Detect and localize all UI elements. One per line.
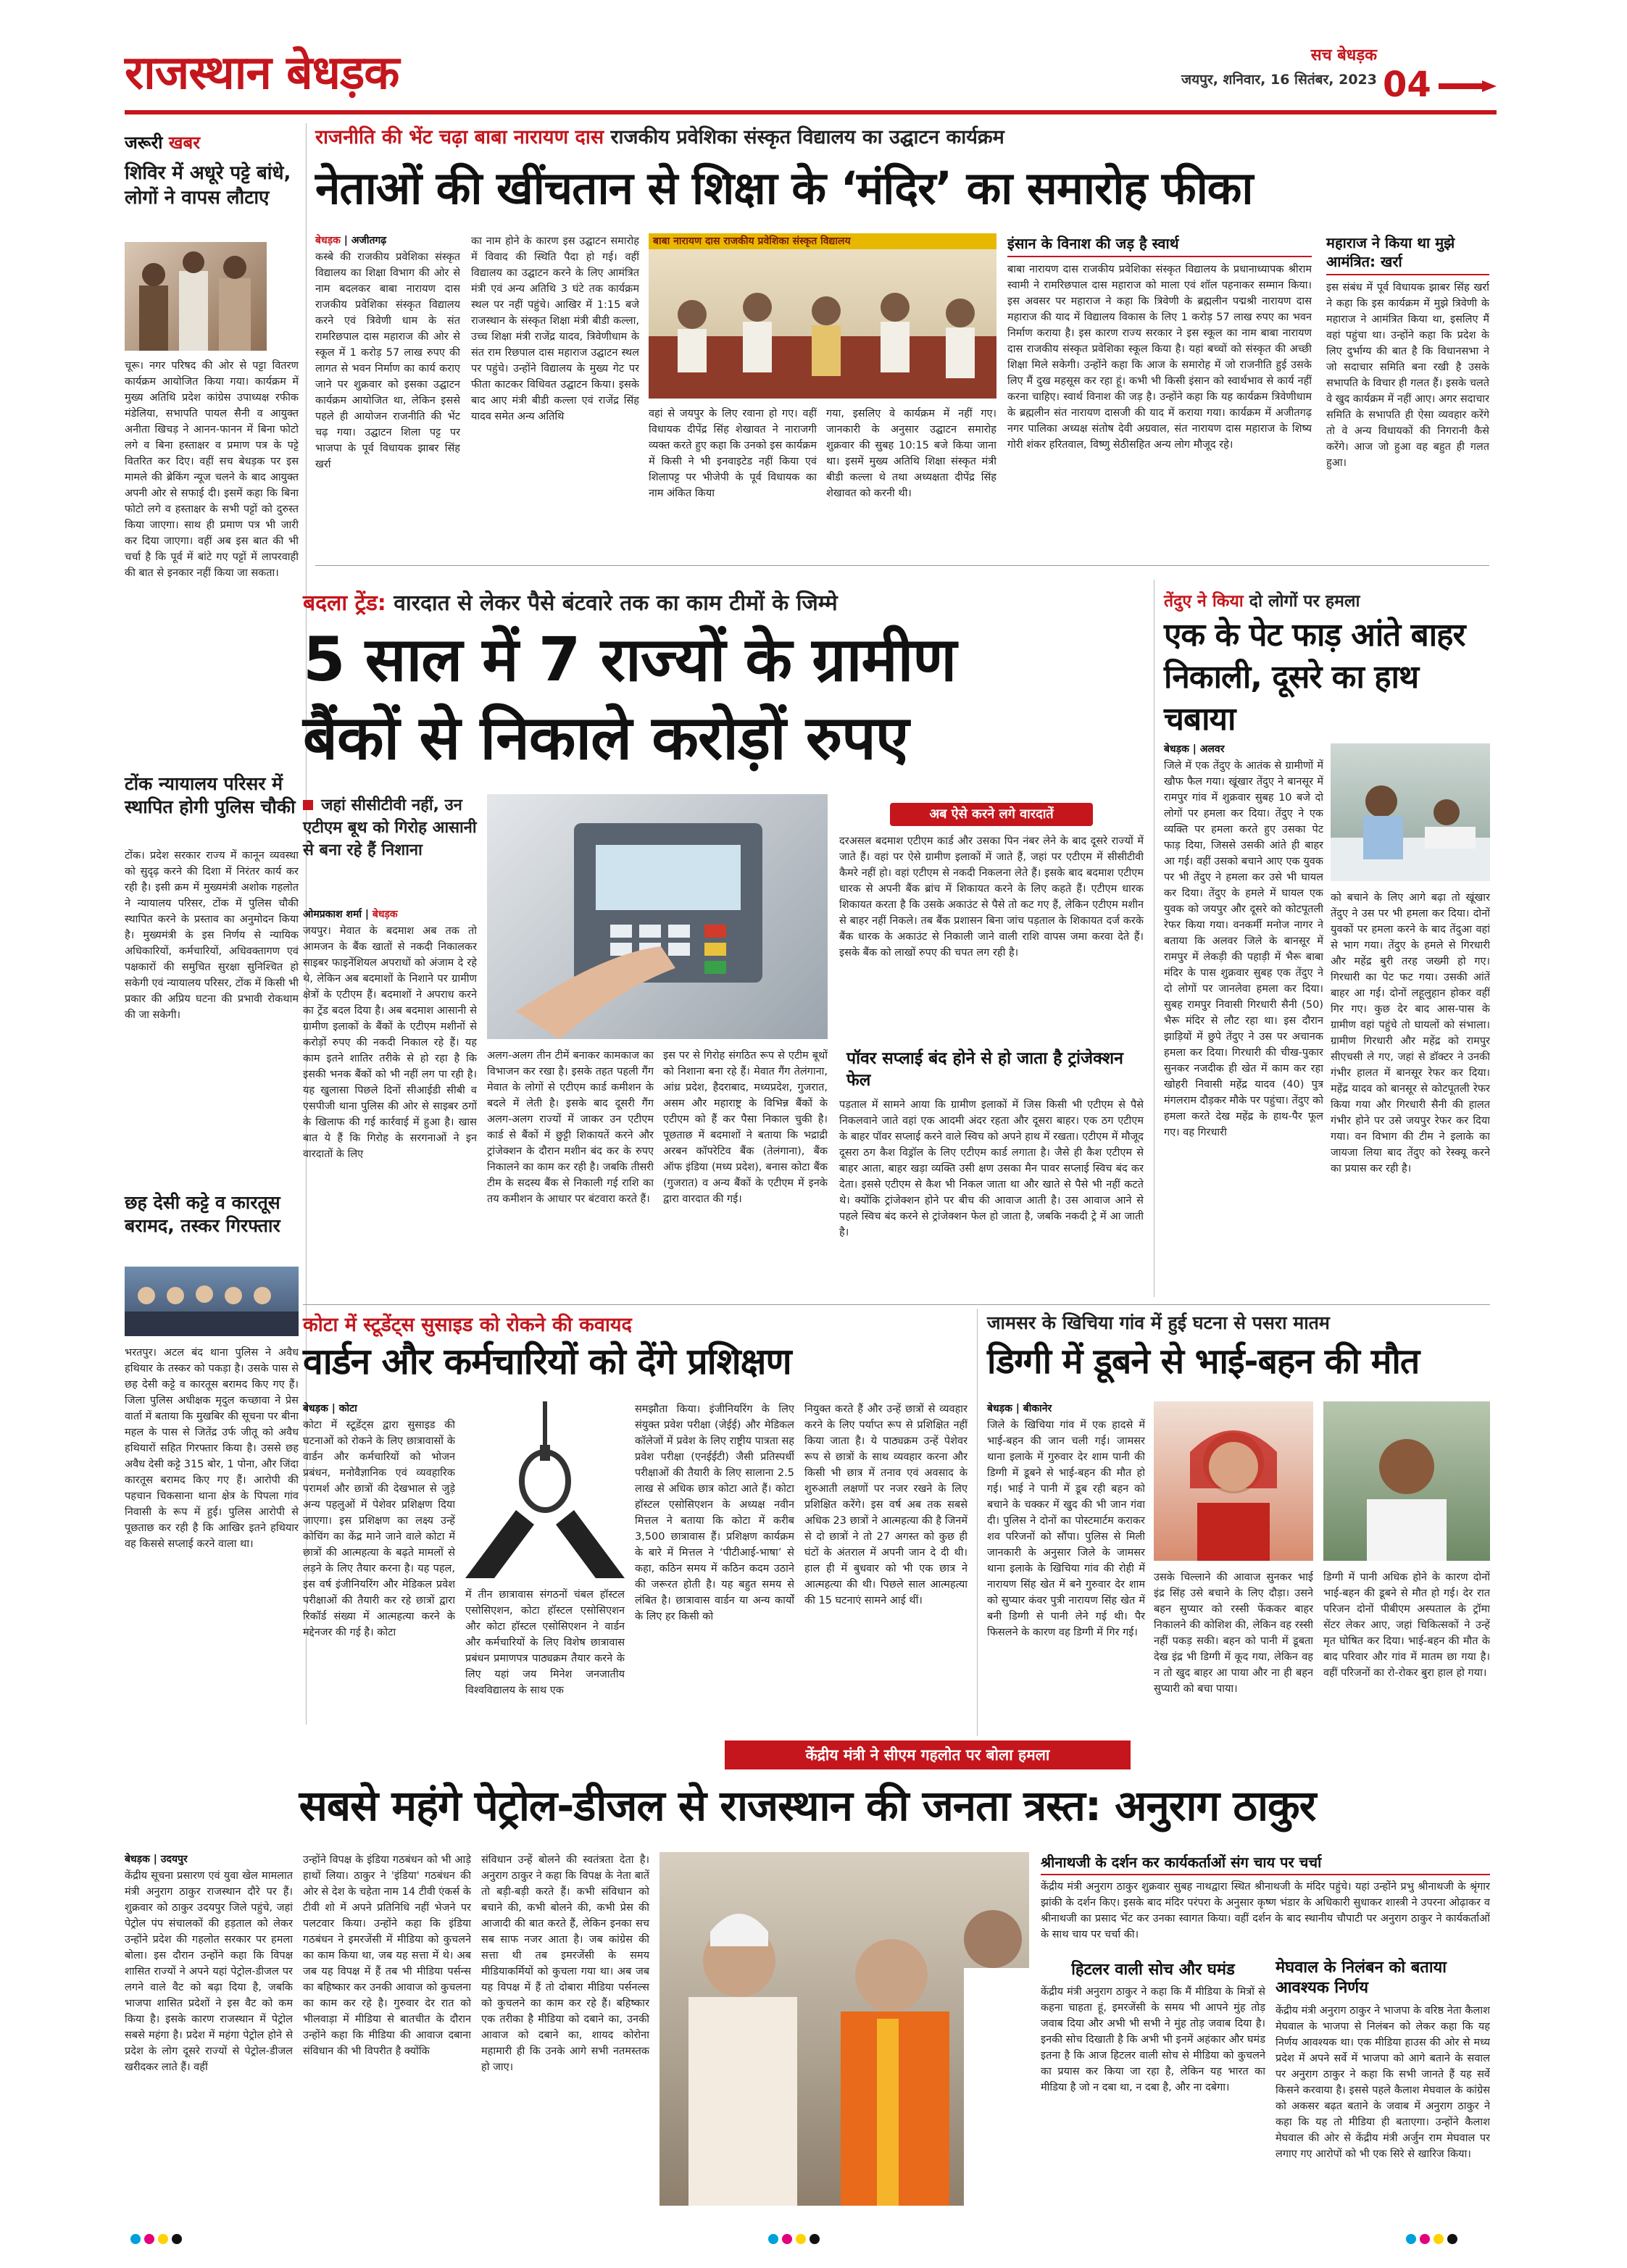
story3-byline-a: बेधड़क [1164,743,1189,755]
story4-noose-illustration [465,1401,625,1578]
story5-kicker: जामसर के खिचिया गांव में हुई घटना से पसरा मातम [987,1312,1330,1333]
story3-headline: एक के पेट फाड़ आंते बाहर निकाली, दूसरे का हाथ चबाया [1164,617,1465,738]
masthead-dateline: जयपुर, शनिवार, 16 सितंबर, 2023 [1181,72,1377,88]
story3-col2: को बचाने के लिए आगे बढ़ा तो खूंखार तेंदुए ने उस पर भी हमला कर दिया। दोनों युवकों पर हमला करने के बाद तेंदुआ वहां से भाग गया। तेंदुए के हमले से गिरधारी और महेंद्र बुरी तरह जख्मी हो गए। गिरधारी का पेट फट गया। उसकी आंतें बाहर आ गई। दोनों लहूलुहान होकर वहीं गिर गए। कुछ देर बाद आस-पास के ग्रामीण वहां पहुंचे तो घायलों को संभाला। ग्रामीण गिरधारी और महेंद्र को रामपुर सीएचसी ले गए, जहां से डॉक्टर ने उनकी गंभीर हालत में बानसूर रेफर कर दिया। महेंद्र यादव को बानसूर से कोटपूतली रेफर किया गया और गिरधारी सैनी की हालत गंभीर होने पर उसे जयपुर रेफर कर दिया गया। वन विभाग की टीम ने इलाके का जायजा लिया बाद तेंदुए को रेस्क्यू करने का प्रयास कर रही है। [1331,892,1490,1175]
reg-dot-magenta [144,2234,154,2244]
sidebar-label-a: जरूरी [125,133,163,153]
story6-box3-body: केंद्रीय मंत्री अनुराग ठाकुर ने भाजपा के वरिष्ठ नेता कैलाश मेघवाल के भाजपा से निलंबन को लेकर कहा कि यह निर्णय आवश्यक था। एक मीडिया हाउस की ओर से मध्य प्रदेश में अपने सर्वे में भाजपा को आगे बताने के सवाल पर अनुराग ठाकुर ने कहा कि सभी जानते हैं यह सर्वे किसने करवाया है। इससे पहले कैलाश मेघवाल के कांग्रेस को अकसर बढ़त बताने के जवाब में अनुराग ठाकुर ने कहा कि यह तो मीडिया ही बताएगा। उन्होंने कैलाश मेघवाल की ओर से केंद्रीय मंत्री अर्जुन राम मेघवाल पर लगाए गए आरोपों को भी एक सिरे से खारिज किया। [1276,2005,1490,2160]
story3-photo [1331,743,1490,881]
registration-marks-left [130,2233,217,2248]
story2-deck-text: जहां सीसीटीवी नहीं, उन एटीएम बूथ को गिरोह आसानी से बना रहे हैं निशाना [303,796,477,859]
story6-box2 [1041,1958,1265,2206]
story1-col3: वहां से जयपुर के लिए रवाना हो गए। वहीं विधायक दीपेंद्र सिंह शेखावत ने नाराजगी व्यक्त करते हुए कहा कि उनको इस कार्यक्रम में किसी ने भी इनवाइटेड नहीं किया एवं शिलापट्ट पर भीजेपी के पूर्व विधायक का नाम अंकित किया [649,408,817,499]
story4-byline: बेधड़क | कोटा [303,1403,357,1414]
reg-dot-magenta [782,2234,792,2244]
story5-byline: बेधड़क | बीकानेर [987,1403,1052,1414]
story1-photo [649,233,996,399]
reg-dot-black [1447,2234,1457,2244]
story2-box1-tag: अब ऐसे करने लगे वारदातें [890,803,1093,826]
story3-kicker-black: दो लोगों पर हमला [1249,592,1360,611]
story2-col2: अलग-अलग तीन टीमें बनाकर कामकाज का विभाजन कर रखा है। इसके तहत पहली गैंग मेवात के लोगों से एटीएम कार्ड कमीशन के बदले में लेती है। इसके बाद दूसरी गैंग अलग-अलग राज्यों में जाकर उन एटीएम कार्ड से बैंकों में छुट्टी शिकायतें करने और ट्रांजेक्शन के दौरान मशीन बंद कर के रुपए निकालने का काम कर रही है। जबकि तीसरी टीम के सदस्य बैंक से निकाली गई राशि का तय कमीशन के आधार पर बंटवारा करते हैं। [487,1050,654,1205]
story2-box2-title: पॉवर सप्लाई बंद होने से हो जाता है ट्रांजेक्शन फेल [846,1049,1123,1090]
story4-col2: में तीन छात्रावास संगठनों चंबल हॉस्टल एसोसिएशन, कोटा हॉस्टल एसोसिएशन और कोटा हॉस्टल एसोसिएशन ने वार्डन और कर्मचारियों के लिए विशेष छात्रावास प्रबंधन प्रमाणपत्र पाठ्यक्रम तैयार करने के लिए यहां जय मिनेश जनजातीय विश्वविद्यालय के साथ एक [465,1589,625,1696]
story1-box2-title: महाराज ने किया था मुझे आमंत्रित: खर्रा [1326,233,1489,275]
reg-dot-magenta [1420,2234,1430,2244]
registration-marks-center [768,2233,855,2248]
story2-byline-a: ओमप्रकाश शर्मा [303,909,362,920]
sidebar-story-3-body: भरतपुर। अटल बंद थाना पुलिस ने अवैध हथियार के तस्कर को पकड़ा है। उसके पास से छह देसी कट्टे व कारतूस बरामद किए गए हैं। जिला पुलिस अधीक्षक मृदुल कच्छावा ने प्रेस वार्ता में बताया कि मुखबिर की सूचना पर बीना महल के पास से जितेंद्र उर्फ जीतू को अवैध हथियारों सहित गिरफ्तार किया है। उससे छह अवैध देसी कट्टे 315 बोर, 1 पोना, और जिंदा कारतूस बरामद किए गए हैं। आरोपी की पहचान चिकसाना थाना क्षेत्र के पिपला गांव निवासी के रूप में हुई। पुलिस आरोपी से पूछताछ कर रही है कि आखिर इतने हथियार वह किससे सप्लाई करने वाला था। [125,1347,299,1550]
story6-kicker: केंद्रीय मंत्री ने सीएम गहलोत पर बोला हमला [725,1740,1131,1769]
story1-headline: नेताओं की खींचतान से शिक्षा के ‘मंदिर’ का समारोह फीका [315,162,1253,214]
square-bullet-icon [303,800,313,810]
story3-byline: बेधड़क | अलवर [1164,743,1225,755]
story2-atm-photo [487,794,828,1039]
page-number: 04 [1383,64,1431,105]
story6-byline-b: उदयपुर [160,1854,188,1865]
story2-kicker-red: बदला ट्रेंड: [303,591,386,616]
reg-dot-cyan [1406,2234,1416,2244]
sidebar-story-1-photo [125,242,267,351]
story6-byline: बेधड़क | उदयपुर [125,1854,188,1865]
story2-box2 [839,1048,1144,1301]
story6-box3 [1276,1958,1490,2206]
story2-col3: इस पर से गिरोह संगठित रूप से एटीम बूथों को निशाना बना रहे हैं। मेवात गैंग तेलंगाना, आंध्र प्रदेश, हैदराबाद, मध्यप्रदेश, गुजरात, असम और महाराष्ट्र के विभिन्न बैंकों के एटीएम को हैं कर पैसा निकाल चुकी है। पूछताछ में बदमाशों ने बताया कि भद्राद्री अरबन कॉपरेटिव बैंक (तेलंगाना), बैंक ऑफ इंडिया (मध्य प्रदेश), बनास कोटा बैंक (गुजरात) व अन्य बैंकों के एटीएम में इनके द्वारा वारदात की गई। [663,1050,828,1205]
story2-kicker [303,587,1144,617]
reg-dot-yellow [158,2234,168,2244]
story4-col3: समझौता किया। इंजीनियरिंग के लिए संयुक्त प्रवेश परीक्षा (जेईई) और मेडिकल कॉलेजों में प्रवेश के लिए राष्ट्रीय पात्रता सह प्रवेश परीक्षा (एनईईटी) जैसी प्रतिस्पर्धी परीक्षाओं की तैयारी के लिए सालाना 2.5 लाख से अधिक छात्र कोटा आते हैं। कोटा हॉस्टल एसोसिएशन के अध्यक्ष नवीन मित्तल ने बताया कि कोटा में करीब 3,500 छात्रावास हैं। प्रशिक्षण कार्यक्रम के बारे में मित्तल ने ‘पीटीआई-भाषा’ से कहा, कठिन समय में कठिन कदम उठाने की जरूरत होती है। यह बहुत समय से लंबित है। छात्रावास वार्डन या अन्य कार्यों के लिए हर किसी को [635,1404,794,1622]
story5-photo-sister [1154,1401,1313,1561]
story1-kicker-red: राजनीति की भेंट चढ़ा बाबा नारायण दास [315,126,604,149]
story4-kicker: कोटा में स्टूडेंट्स सुसाइड को रोकने की कवायद [303,1314,632,1336]
story5-byline-a: बेधड़क [987,1403,1012,1414]
story6-headline: सबसे महंगे पेट्रोल-डीजल से राजस्थान की जनता त्रस्त: अनुराग ठाकुर [299,1781,1316,1830]
story1-box1 [1007,233,1312,552]
sidebar-label-b: खबर [168,133,201,153]
story2-headline-line1: 5 साल में 7 राज्यों के ग्रामीण [303,624,957,695]
story4-headline: वार्डन और कर्मचारियों को देंगे प्रशिक्षण [303,1341,791,1383]
story4-divider [977,1309,978,1736]
reg-dot-cyan [130,2234,141,2244]
masthead-title: राजस्थान बेधड़क [125,46,399,100]
story2-kicker-black: वारदात से लेकर पैसे बंटवारे तक का काम टीमों के जिम्मे [394,591,838,616]
story1-photo-banner: बाबा नारायण दास राजकीय प्रवेशिका संस्कृत विद्यालय [649,233,996,249]
story1-box1-title: इंसान के विनाश की जड़ है स्वार्थ [1007,233,1312,257]
sidebar-story-2-headline: टोंक न्यायालय परिसर में स्थापित होगी पुलिस चौकी [125,773,296,817]
story1-bottom-rule [315,565,1489,566]
story4-byline-b: कोटा [338,1403,357,1414]
story3-kicker [1164,588,1490,612]
story6-col3: संविधान उन्हें बोलने की स्वतंत्रता देता है। अनुराग ठाकुर ने कहा कि विपक्ष के नेता बातें तो बड़ी-बड़ी करते हैं। कभी संविधान को बचाने की, कभी बोलने की, कभी प्रेस की आजादी की बात करते हैं, लेकिन इनका सच सब साफ नजर आता है। जब कांग्रेस की सत्ता थी तब इमरजेंसी के समय मीडियाकर्मियों को कुचला गया था। अब जब यह विपक्ष में हैं तो दोबारा मीडिया पर्सनल्स को कुचलने का काम कर रहे हैं। बहिष्कार एक तरीका है मीडिया को दबाने का, उनकी आवाज को दबाने का, शायद कोरोना महामारी ही कि उनके आगे सभी नतमस्तक हो जाए। [481,1854,649,2073]
story5-col2: उसके चिल्लाने की आवाज सुनकर भाई इंद्र सिंह उसे बचाने के लिए दौड़ा। उसने बहन सुप्यार को रस्सी फेंककर बाहर निकालने की कोशिश की, लेकिन वह रस्सी नहीं पकड़ सकी। बहन को पानी में डूबता देख इंद्र भी डिग्गी में कूद गया, लेकिन वह न तो खुद बाहर आ पाया और ना ही बहन सुप्यारी को बचा पाया। [1154,1572,1313,1695]
story6-col1: केंद्रीय सूचना प्रसारण एवं युवा खेल मामलात मंत्री अनुराग ठाकुर राजस्थान दौरे पर हैं। शुक्रवार को ठाकुर उदयपुर जिले पहुंचे, जहां पेट्रोल पंप संचालकों की हड़ताल को लेकर उन्होंने प्रदेश की गहलोत सरकार पर हमला बोला। इस दौरान उन्होंने कहा कि विपक्ष शासित राज्यों ने अपने यहां पेट्रोल-डीजल पर लगने वाले वैट को बढ़ा दिया है, जबकि भाजपा शासित प्रदेशों ने इस वैट को कम किया है। इसके कारण राजस्थान में पेट्रोल सबसे महंगा है। प्रदेश में महंगा पेट्रोल होने से प्रदेश के लोग दूसरे राज्यों से पेट्रोल-डीजल खरीदकर लाते हैं। वहीं [125,1870,293,2073]
sidebar-story-1-headline: शिविर में अधूरे पट्टे बांधे, लोगों ने वापस लौटाए [125,162,291,209]
story1-box2-body: इस संबंध में पूर्व विधायक झाबर सिंह खर्रा ने कहा कि इस कार्यक्रम में मुझे त्रिवेणी के महाराज ने आमंत्रित किया था, इसलिए मैं वहां पहुंचा था। उन्होंने कहा कि प्रदेश के लिए दुर्भाग्य की बात है कि विधानसभा ने जो सदाचार समिति बना रखी है उसके सभापति के विचार ही गलत हैं। इसके चलते वे खुद कार्यक्रम में नहीं आए। अगर सदाचार समिति के सभापति ही ऐसा व्यवहार करेंगे तो वे अन्य विधायकों की निगरानी कैसे करेंगे। आज जो हुआ वह बहुत ही गलत हुआ। [1326,282,1489,469]
story1-col1: कस्बे की राजकीय प्रवेशिका संस्कृत विद्यालय का शिक्षा विभाग की ओर से नाम बदलकर बाबा नारायण दास राजकीय प्रवेशिका संस्कृत विद्यालय करने एवं त्रिवेणी धाम के संत रामरिछपाल दास महाराज की ओर से स्कूल में 1 करोड़ 57 लाख रुपए की लागत से भवन निर्माण का कार्य कराए जाने पर शुक्रवार को इसका उद्घाटन कार्यक्रम आयोजित था, लेकिन इससे पहले ही आयोजन राजनीति की भेंट चढ़ गया। उद्घाटन शिला पट्ट पर भाजपा के पूर्व विधायक झाबर सिंह खर्रा [315,251,460,470]
sidebar-story-2-body: टोंक। प्रदेश सरकार राज्य में कानून व्यवस्था को सुदृढ़ करने की दिशा में निरंतर कार्य कर रही है। इसी क्रम में मुख्यमंत्री अशोक गहलोत ने न्यायालय परिसर, टोंक में पुलिस चौकी स्थापित करने के प्रस्ताव का अनुमोदन किया है। मुख्यमंत्री के इस निर्णय से न्यायिक अधिकारियों, कर्मचारियों, अधिवक्तागण एवं पक्षकारों की समुचित सुरक्षा सुनिश्चित हो सकेगी एवं न्यायालय परिसर, टोंक में किसी भी प्रकार की अप्रिय घटना की प्रभावी रोकथाम की जा सकेगी। [125,850,299,1021]
story5-col1: जिले के खिचिया गांव में एक हादसे में भाई-बहन की जान चली गई। जामसर थाना इलाके में गुरुवार देर शाम पानी की डिग्गी में डूबने से भाई-बहन की मौत हो गई। भाई ने पानी में डूब रही बहन को बचाने के चक्कर में खुद की भी जान गंवा दी। पुलिस ने दोनों का पोस्टमार्टम कराकर शव परिजनों को सौंपा। पुलिस से मिली जानकारी के अनुसार जिले के जामसर थाना इलाके के खिचिया गांव की रोही में नारायण सिंह खेत में बने गुरुवार देर शाम को सुप्यार कंवर पुत्री नारायण सिंह खेत में बनी डिग्गी से पानी लेने गई थी। पैर फिसलने के कारण वह डिग्गी में गिर गई। [987,1419,1145,1638]
story2-bottom-rule [303,1304,1490,1305]
story5-photo-brother [1323,1401,1490,1561]
story3-kicker-red: तेंदुए ने किया [1164,592,1244,611]
reg-dot-cyan [768,2234,778,2244]
story1-box2 [1326,233,1489,552]
story2-box1-body: दरअसल बदमाश एटीएम कार्ड और उसका पिन नंबर लेने के बाद दूसरे राज्यों में जाते हैं। वहां पर ऐसे ग्रामीण इलाकों में जाते हैं, जहां पर एटीएम में सीसीटीवी कैमरे नहीं हो। वहां एटीएम से नकदी निकलना लेते हैं। इसके बाद बदमाश एटीएम धारक से अपनी बैंक ब्रांच में शिकायत करने के लिए कहते हैं। एटीएम धारक शिकायत करता है कि उसके अकाउंट से पैसे तो कट गए हैं, लेकिन एटीएम मशीन से बाहर नहीं निकले। तब बैंक प्रशासन बिना जांच पड़ताल के शिकायत दर्ज करके बैंक धारक के अकाउंट से निकाली जाने वाली राशि वापस जमा करवा देते हैं। इसके बैंक को लाखों रुपए की चपत लग रही है। [839,835,1144,959]
masthead-logo [125,42,530,107]
story3-byline-b: अलवर [1199,743,1225,755]
story1-col4: गया, इसलिए वे कार्यक्रम में नहीं गए। जानकारी के अनुसार उद्घाटन समारोह शुक्रवार की सुबह 10:15 बजे किया जाना था। इसमें मुख्य अतिथि शिक्षा संस्कृत मंत्री बीडी कल्ला थे तथा अध्यक्षता दीपेंद्र सिंह शेखावत को करनी थी। [826,408,996,499]
reg-dot-yellow [1433,2234,1444,2244]
story5-col3: डिग्गी में पानी अधिक होने के कारण दोनों भाई-बहन की डूबने से मौत हो गई। देर रात परिजन दोनों पीबीएम अस्पताल के ट्रॉमा सेंटर लेकर आए, जहां चिकित्सकों ने उन्हें मृत घोषित कर दिया। भाई-बहन की मौत के बाद परिवार और गांव में मातम छा गया है। वहीं परिजनों का रो-रोकर बुरा हाल हो गया। [1323,1572,1490,1679]
story4-byline-a: बेधड़क [303,1403,328,1414]
pen-nib-icon [1439,78,1497,94]
story6-box2-title: हिटलर वाली सोच और घमंड [1071,1961,1235,1979]
story1-kicker [315,125,1489,151]
masthead-tagline: सच बेधड़क [1310,46,1377,64]
story2-col1: जयपुर। मेवात के बदमाश अब तक तो आमजन के बैंक खातों से नकदी निकालकर साइबर फाइनेंशियल अपराधों को अंजाम दे रहे थे, लेकिन अब बदमाशों के निशाने पर ग्रामीण क्षेत्रों के एटीएम हैं। बदमाशों ने अपराध करने का ट्रेंड बदल दिया है। अब बदमाश आसानी से ग्रामीण इलाकों के बैंकों के एटीएम मशीनों से करोड़ों रुपए की नकदी निकाल रहे हैं। यह काम इतने शातिर तरीके से हो रहा है कि इसकी भनक बैंकों को भी नहीं लग पा रही है। यह खुलासा पिछले दिनों सीआईडी सीबी व एसपीजी थाना पुलिस की ओर से साइबर ठगों के खिलाफ की गई कार्रवाई में हुआ है। खास बात ये हैं कि गिरोह के सरगनाओं ने इन वारदातों के लिए [303,925,477,1160]
story6-box1-title: श्रीनाथजी के दर्शन कर कार्यकर्ताओं संग चाय पर चर्चा [1041,1852,1490,1875]
story6-photo [659,1852,1029,2206]
story5-byline-b: बीकानेर [1023,1403,1052,1414]
sidebar-story-1-body: चूरू। नगर परिषद की ओर से पट्टा वितरण कार्यक्रम आयोजित किया गया। कार्यक्रम में मुख्य अतिथि प्रदेश कांग्रेस उपाध्यक्ष रफीक मंडेलिया, सभापति पायल सैनी व आयुक्त अनीता खिचड़ ने आनन-फानन में बिना फोटो लगे व बिना हस्ताक्षर व प्रमाण पत्र के पट्टे वितरित कर दिए। वहीं सच बेधड़क पर इस मामले की ब्रेकिंग न्यूज चलने के बाद आयुक्त अपनी ओर से सफाई दी। इसमें कहा कि बिना फोटो लगे व हस्ताक्षर के सभी पट्टों को दुरुस्त किया जाएगा। साथ ही प्रमाण पत्र भी जारी कर दिया जाएगा। वहीं अब इस बात की भी चर्चा है कि पूर्व में बांटे गए पट्टों में लापरवाही की बात से इनकार नहीं किया जा सकता। [125,360,299,579]
story2-box2-body: पड़ताल में सामने आया कि ग्रामीण इलाकों में जिस किसी भी एटीएम से पैसे निकलवाने जाते वहां एक आदमी अंदर रहता और दूसरा बाहर। एक ठग एटीएम के बाहर पॉवर सप्लाई करने वाले स्विच को अपने हाथ में रखता। एटीएम में मौजूद दूसरा ठग कैश विड्रॉल के लिए एटीएम कार्ड लगाता है। जैसे ही कैश एटीएम से बाहर आता, बाहर खड़ा व्यक्ति उसी क्षण उसका मैन पावर सप्लाई स्विच बंद कर देता। इससे एटीएम से कैश भी निकल जाता था और खाते से पैसे भी नहीं कटते थे। क्योंकि ट्रांजेक्शन होने पर बीच की आवाज आती है। उस आवाज आने से पहले स्विच बंद करने से ट्रांजेक्शन फेल हो जाता है, जबकि नकदी ट्रे में आ जाती है। [839,1099,1144,1238]
sidebar-story-3-photo [125,1267,299,1336]
sidebar-story-3-headline: छह देसी कट्टे व कारतूस बरामद, तस्कर गिरफ्तार [125,1192,280,1236]
story6-box2-body: केंद्रीय मंत्री अनुराग ठाकुर ने कहा कि मैं मीडिया के मित्रों से कहना चाहता हूं, इमरजेंसी के समय भी आपने मुंह तोड़ जवाब दिया और अभी भी सभी ने मुंह तोड़ जवाब दिया है। इनकी सोच दिखाती है कि अभी भी इनमें अहंकार और घमंड इतना है कि आज हिटलर वाली सोच से मीडिया को कुचलने का प्रयास कर किया जा रहा है, लेकिन यह भारत का मीडिया है जो न दबा था, न दबा है, और ना दबेगा। [1041,1986,1265,2093]
story2-box1 [839,803,1144,1042]
story5-headline: डिग्गी में डूबने से भाई-बहन की मौत [987,1341,1420,1382]
registration-marks-right [1406,2233,1493,2248]
story1-byline-a: बेधड़क [315,235,341,246]
story2-headline-line2: बैंकों से निकाले करोड़ों रुपए [303,702,909,773]
story6-box1 [1041,1852,1490,1946]
reg-dot-black [810,2234,820,2244]
story6-col2: उन्होंने विपक्ष के इंडिया गठबंधन को भी आड़े हाथों लिया। ठाकुर ने 'इंडिया' गठबंधन की ओर से देश के चहेता नाम 14 टीवी एंकर्स के टीवी शो में अपने प्रतिनिधि नहीं भेजने पर पलटवार किया। उन्होंने कहा कि इंडिया गठबंधन ने इमरजेंसी में मीडिया को कुचलने का काम किया था, जब यह सत्ता में थे। अब जब यह विपक्ष में हैं तब भी मीडिया पर्सन्स का बहिष्कार कर उनकी आवाज को कुचलना का काम कर रहे है। गुरुवार देर रात को भीलवाड़ा में मीडिया से बातचीत के दौरान उन्होंने कहा कि मीडिया की आवाज दबाना संविधान की भी विपरीत है क्योंकि [303,1854,471,2057]
story1-box1-body: बाबा नारायण दास राजकीय प्रवेशिका संस्कृत विद्यालय के प्रधानाध्यापक श्रीराम स्वामी ने रामरिछपाल दास महाराज को माला एवं शॉल पहनाकर सम्मान किया। इस अवसर पर महाराज ने कहा कि त्रिवेणी के ब्रह्मलीन पद्मश्री नारायण दास महाराज की याद में विद्यालय विकास के लिए 1 करोड़ 57 लाख रुपए का भवन निर्माण कराया है। इस कारण राज्य सरकार ने इस स्कूल का नाम बाबा नारायण दास राजकीय संस्कृत प्रवेशिका स्कूल किया है। यहां बच्चों को संस्कृत की अच्छी शिक्षा मिले सकेगी। उन्होंने कहा कि आज के समारोह में जो राजनीति हुई उसके लिए मैं दुख महसूस कर रहा हूं। कभी भी किसी इंसान को स्वार्थभाव से कार्य नहीं करना चाहिए। स्वार्थ विनाश की जड़ है। उन्होंने कहा कि यह कार्यक्रम त्रिवेणीधाम के ब्रह्मलीन संत नारायण दासजी की याद में कराया गया। कार्यक्रम में अजीतगढ़ नगर पालिका अध्यक्ष संतोष देवी अग्रवाल, संत नारायण दास महाराज के शिष्य गोरी शंकर हरितवाल, विष्णु सेठीसहित अन्य लोग मौजूद रहे। [1007,264,1312,451]
story4-col4: नियुक्त करते हैं और उन्हें छात्रों से व्यवहार करने के लिए पर्याप्त रूप से प्रशिक्षित नहीं किया जाता है। ये पाठ्यक्रम उन्हें पेशेवर रूप से छात्रों के साथ व्यवहार करना और किसी भी छात्र में तनाव एवं अवसाद के शुरुआती लक्षणों पर नजर रखने के लिए प्रशिक्षित करेंगे। इस वर्ष अब तक सबसे अधिक 23 छात्रों ने आत्महत्या की है जिनमें से दो छात्रों ने तो 27 अगस्त को कुछ ही घंटों के अंतराल में अपनी जान दे दी थी। हाल ही में बुधवार को भी एक छात्र ने आत्महत्या की थी। पिछले साल आत्महत्या की 15 घटनाएं सामने आई थीं। [804,1404,968,1606]
story3-col1: जिले में एक तेंदुए के आतंक से ग्रामीणों में खौफ फैल गया। खूंखार तेंदुए ने बानसूर में रामपुर गांव में शुक्रवार सुबह 10 बजे दो लोगों पर हमला कर दिया। तेंदुए ने एक व्यक्ति पर हमला करते हुए उसका पेट फाड़ दिया, जिससे उसकी आंते ही बाहर आ गई। वहीं उसको बचाने आए एक युवक पर भी तेंदुए ने हमला कर उसे भी घायल कर दिया। तेंदुए के हमले में घायल एक युवक को जयपुर और दूसरे को कोटपूतली रेफर किया गया। वनकर्मी मनोज नागर ने बताया कि अलवर जिले के बानसूर में रामपुर में लेकड़ी की पहाड़ी में भैरू बाबा मंदिर के पास शुक्रवार सुबह एक तेंदुए ने दो लोगों पर जानलेवा हमला कर दिया। सुबह रामपुर निवासी गिरधारी सैनी (50) भैरू मंदिर से लौट रहा था। इस दौरान झाड़ियों में छुपे तेंदुए ने उस पर अचानक हमला कर दिया। गिरधारी की चीख-पुकार सुनकर नजदीक ही खेत में काम कर रहा खोहरी निवासी महेंद्र यादव (40) पुत्र मंगलराम दौड़कर मौके पर पहुंचा। तेंदुए को हमला करते देख महेंद्र के हाथ-पैर फूल गए। वह गिरधारी [1164,760,1323,1138]
story6-box3-title: मेघवाल के निलंबन को बताया आवश्यक निर्णय [1276,1959,1447,1997]
sidebar-label [125,130,299,155]
story1-byline: बेधड़क | अजीतगढ़ [315,235,387,246]
reg-dot-yellow [796,2234,806,2244]
story4-col1: कोटा में स्टूडेंट्स द्वारा सुसाइड की घटनाओं को रोकने के लिए छात्रावासों के वार्डन और कर्मचारियों को भोजन प्रबंधन, मनोवैज्ञानिक एवं व्यवहारिक परामर्श और छात्रों की देखभाल से जुड़े अन्य पहलुओं में पेशेवर प्रशिक्षण दिया जाएगा। इस प्रशिक्षण का लक्ष्य उन्हें कोचिंग का केंद्र माने जाने वाले कोटा में छात्रों की आत्महत्या के बढ़ते मामलों से लड़ने के लिए तैयार करना है। यह पहल, इस वर्ष इंजीनियरिंग और मेडिकल प्रवेश परीक्षाओं की तैयारी कर रहे छात्रों द्वारा रिकॉर्ड संख्या में आत्महत्या करने के मद्देनजर की गई है। कोटा [303,1419,455,1638]
story6-byline-a: बेधड़क [125,1854,150,1865]
story1-byline-b: अजीतगढ़ [351,235,387,246]
story2-byline: ओमप्रकाश शर्मा | बेधड़क [303,909,398,920]
masthead-rule [125,110,1497,114]
story6-box1-body: केंद्रीय मंत्री अनुराग ठाकुर शुक्रवार सुबह नाथद्वारा स्थित श्रीनाथजी के मंदिर पहुंचे। यहां उन्होंने प्रभु श्रीनाथजी के श्रृंगार झांकी के दर्शन किए। इसके बाद मंदिर परंपरा के अनुसार कृष्ण भंडार के अधिकारी सुधाकर शास्त्री ने उपरना ओढ़ाकर व श्रीनाथजी का प्रसाद भेंट कर उनका स्वागत किया। वहीं दर्शन के बाद स्थानीय चौपाटी पर अनुराग ठाकुर ने कार्यकर्ताओं के साथ चाय पर चर्चा की। [1041,1881,1490,1940]
story2-byline-b: बेधड़क [372,909,398,920]
story1-kicker-black: राजकीय प्रवेशिका संस्कृत विद्यालय का उद्घाटन कार्यक्रम [610,126,1004,149]
story1-col2: का नाम होने के कारण इस उद्घाटन समारोह में विवाद की स्थिति पैदा हो गई। वहीं विद्यालय का उद्घाटन करने के लिए आमंत्रित मंत्री एवं अन्य अतिथि 3 घंटे तक कार्यक्रम स्थल पर नहीं पहुंचे। आखिर में 1:15 बजे राजस्थान के संस्कृत शिक्षा मंत्री बीडी कल्ला, उच्च शिक्षा मंत्री राजेंद्र यादव, त्रिवेणीधाम के संत राम रिछपाल दास महाराज उद्घाटन स्थल पर पहुंचे। उन्होंने विद्यालय के मुख्य गेट पर फीता काटकर विधिवत उद्घाटन किया। इसके बाद आए मंत्री बीडी कल्ला एवं राजेंद्र सिंह यादव समेत अन्य अतिथि [471,235,639,422]
reg-dot-black [172,2234,182,2244]
story2-deck [303,794,477,862]
